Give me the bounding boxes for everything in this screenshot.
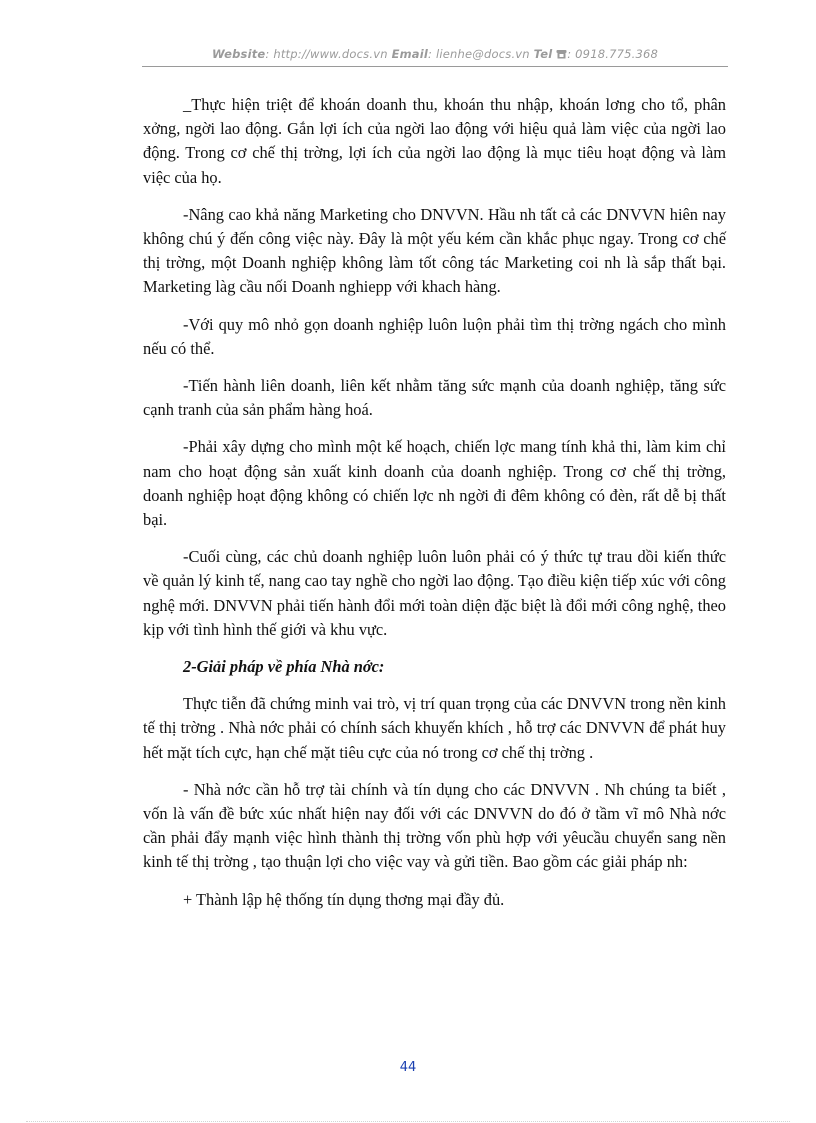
paragraph-chien-luoc: -Phải xây dựng cho mình một kế hoạch, chiến lợc mang tính khả thi, làm kim chỉ nam cho hoạt động sản xuất kinh doanh của doanh nghiệp. Trong cơ chế thị trờng, doanh nghiệp hoạt động không có chiến lợc nh ngời đi đêm không có đèn, rất dễ bị thất bại. [143, 437, 726, 530]
section-heading: 2-Giải pháp về phía Nhà nớc: [183, 657, 385, 677]
paragraph-khoan-doanh-thu: _Thực hiện triệt để khoán doanh thu, khoán thu nhập, khoán lơng cho tổ, phân xởng, ngời lao động. Gắn lợi ích của ngời lao động với hiệu quả làm việc của ngời lao động. Trong cơ chế thị trờng, lợi ích của ngời lao động là mục tiêu hoạt động và làm việc của họ. [143, 95, 726, 187]
header-divider [142, 66, 728, 67]
footer-divider [26, 1121, 790, 1122]
paragraph-tin-dung-thuong-mai: + Thành lập hệ thống tín dụng thơng mại đầy đủ. [183, 889, 505, 909]
paragraph-vai-tro-dnvvn: Thực tiễn đã chứng minh vai trò, vị trí quan trọng của các DNVVN trong nền kinh tế thị trờng . Nhà nớc phải có chính sách khuyến khích , hỗ trợ các DNVVN để phát huy hết mặt tích cực, hạn chế mặt tiêu cực của nó trong cơ chế thị trờng . [143, 694, 726, 762]
tel-label: Tel [533, 47, 553, 61]
email-label: Email [391, 47, 429, 61]
page-header [142, 47, 728, 62]
paragraph-thi-truong-ngach: -Với quy mô nhỏ gọn doanh nghiệp luôn luộn phải tìm thị trờng ngách cho mình nếu có thể. [143, 314, 726, 358]
website-label: Website [211, 47, 266, 61]
paragraph-ho-tro-tai-chinh: - Nhà nớc cần hỗ trợ tài chính và tín dụng cho các DNVVN . Nh chúng ta biết , vốn là vấn đề bức xúc nhất hiện nay đối với các DNVVN do đó ở tầm vĩ mô Nhà nớc cần phải đẩy mạnh việc hình thành thị trờng vốn phù hợp với yêucầu chuyển sang nền kinh tế thị trờng , tạo thuận lợi cho việc vay và gửi tiền. Bao gồm các giải pháp nh: [143, 779, 726, 872]
email-value: : lienhe@docs.vn [428, 47, 530, 61]
website-value: : http://www.docs.vn [265, 47, 388, 61]
paragraph-trau-doi-kien-thuc: -Cuối cùng, các chủ doanh nghiệp luôn luôn phải có ý thức tự trau dồi kiến thức về quản lý kinh tế, nang cao tay nghề cho ngời lao động. Tạo điều kiện tiếp xúc với công nghệ mới. DNVVN phải tiến hành đổi mới toàn diện đặc biệt là đổi mới công nghệ, theo kịp với tình hình thế giới và khu vực. [143, 547, 726, 639]
paragraph-marketing: -Nâng cao khả năng Marketing cho DNVVN. Hầu nh tất cả các DNVVN hiên nay không chú ý đến công việc này. Đây là một yếu kém cần khắc phục ngay. Trong cơ chế thị trờng, một Doanh nghiệp không làm tốt công tác Marketing coi nh là sắp thất bại. Marketing làg cầu nối Doanh nghiepp với khach hàng. [143, 204, 726, 297]
tel-value: : 0918.775.368 [567, 47, 659, 61]
page-number: 44 [399, 1060, 417, 1075]
phone-icon [556, 48, 567, 62]
paragraph-lien-doanh: -Tiến hành liên doanh, liên kết nhằm tăng sức mạnh của doanh nghiệp, tăng sức cạnh tranh của sản phẩm hàng hoá. [143, 376, 726, 420]
document-body [143, 93, 726, 925]
